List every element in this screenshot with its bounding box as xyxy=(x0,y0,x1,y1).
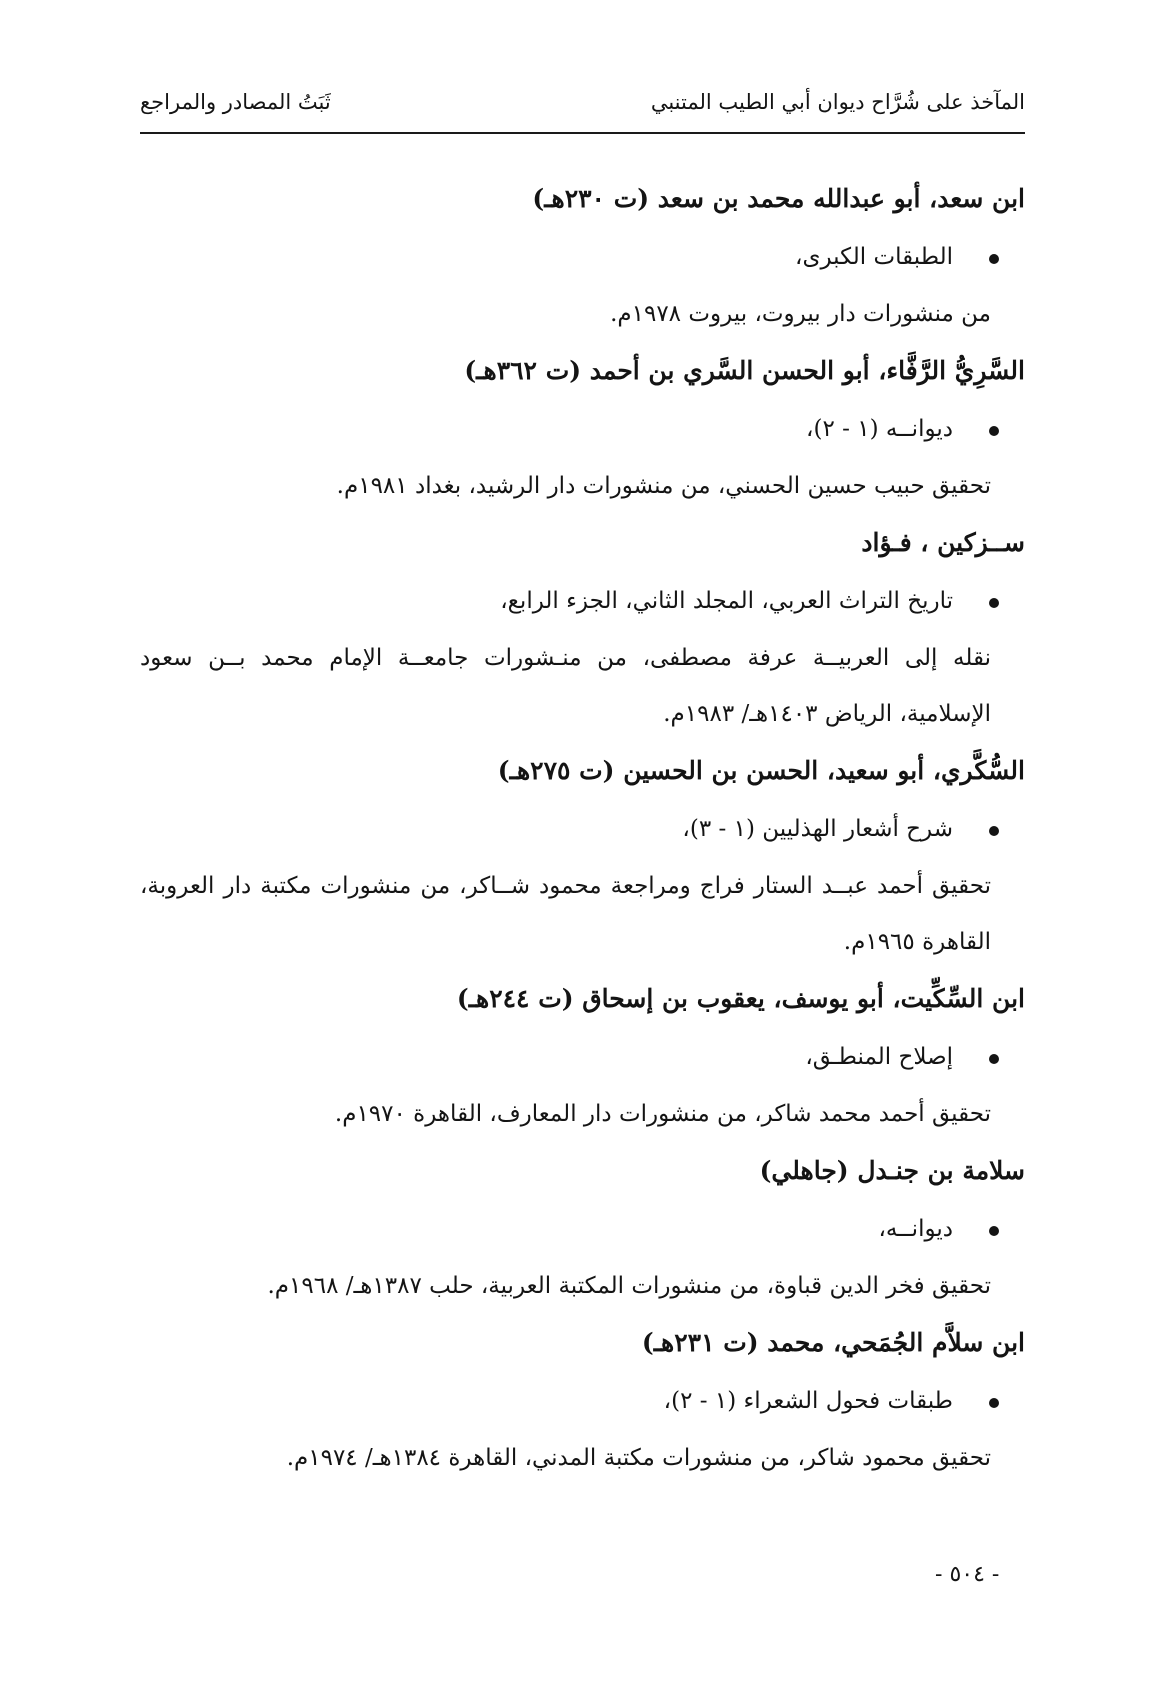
entry-publication: تحقيق أحمد محمد شاكر، من منشورات دار المعارف، القاهرة ١٩٧٠م. xyxy=(334,1101,991,1127)
entry-work-title: ديوانــه (١ - ٢)، xyxy=(806,416,953,442)
bullet-icon xyxy=(989,1054,999,1064)
bibliography-entry xyxy=(140,170,1025,342)
entry-author: السَّرِيُّ الرَّفَّاء، أبو الحسن السَّري بن أحمد (ت ٣٦٢هـ) xyxy=(464,356,1025,385)
bullet-icon xyxy=(989,1398,999,1408)
entry-work xyxy=(140,400,1025,458)
entry-author: سلامة بن جنـدل (جاهلي) xyxy=(759,1156,1025,1185)
entry-publication: تحقيق فخر الدين قباوة، من منشورات المكتبة العربية، حلب ١٣٨٧هـ/ ١٩٦٨م. xyxy=(267,1273,991,1299)
entry-author: السُّكَّري، أبو سعيد، الحسن بن الحسين (ت ٢٧٥هـ) xyxy=(497,756,1025,785)
bibliography-entry xyxy=(140,970,1025,1142)
bibliography-entry xyxy=(140,342,1025,514)
entry-publication: تحقيق محمود شاكر، من منشورات مكتبة المدني، القاهرة ١٣٨٤هـ/ ١٩٧٤م. xyxy=(286,1445,991,1471)
bibliography-entry xyxy=(140,514,1025,742)
running-header xyxy=(140,88,1025,134)
entry-work xyxy=(140,1028,1025,1086)
entry-work xyxy=(140,1200,1025,1258)
bibliography-entry xyxy=(140,1142,1025,1314)
entry-work-title: طبقات فحول الشعراء (١ - ٢)، xyxy=(663,1388,953,1414)
entry-work xyxy=(140,572,1025,630)
entry-work xyxy=(140,1372,1025,1430)
entry-author: ابن سلاَّم الجُمَحي، محمد (ت ٢٣١هـ) xyxy=(641,1328,1025,1357)
page-number: - ٥٠٤ - xyxy=(935,1562,1000,1587)
bibliography-list xyxy=(140,170,1025,1486)
entry-author: ابن السِّكِّيت، أبو يوسف، يعقوب بن إسحاق (ت ٢٤٤هـ) xyxy=(456,984,1025,1013)
bullet-icon xyxy=(989,598,999,608)
bibliography-entry xyxy=(140,742,1025,970)
entry-publication: تحقيق أحمد عبــد الستار فراج ومراجعة محمود شــاكر، من منشورات مكتبة دار العروبة، القاهرة ١٩٦٥م. xyxy=(140,873,991,955)
entry-publication: نقله إلى العربيــة عرفة مصطفى، من منـشورات جامعــة الإمام محمد بــن سعود الإسلامية، الرياض ١٤٠٣هـ/ ١٩٨٣م. xyxy=(140,645,991,727)
entry-work-title: إصلاح المنطـق، xyxy=(805,1044,953,1070)
bullet-icon xyxy=(989,254,999,264)
entry-author: ســزكين ، فـؤاد xyxy=(861,528,1025,557)
entry-author: ابن سعد، أبو عبدالله محمد بن سعد (ت ٢٣٠هـ) xyxy=(532,184,1025,213)
section-title: ثَبَتُ المصادر والمراجع xyxy=(140,90,331,114)
entry-work-title: شرح أشعار الهذليين (١ - ٣)، xyxy=(682,816,953,842)
bullet-icon xyxy=(989,1226,999,1236)
bullet-icon xyxy=(989,426,999,436)
book-title: المآخذ على شُرَّاح ديوان أبي الطيب المتنبي xyxy=(650,90,1025,114)
bullet-icon xyxy=(989,826,999,836)
entry-publication: تحقيق حبيب حسين الحسني، من منشورات دار الرشيد، بغداد ١٩٨١م. xyxy=(336,473,991,499)
entry-work-title: تاريخ التراث العربي، المجلد الثاني، الجزء الرابع، xyxy=(500,588,953,614)
entry-work xyxy=(140,800,1025,858)
entry-work xyxy=(140,228,1025,286)
entry-publication: من منشورات دار بيروت، بيروت ١٩٧٨م. xyxy=(610,301,991,327)
bibliography-entry xyxy=(140,1314,1025,1486)
entry-work-title: الطبقات الكبرى، xyxy=(795,244,953,270)
entry-work-title: ديوانــه، xyxy=(878,1216,953,1242)
